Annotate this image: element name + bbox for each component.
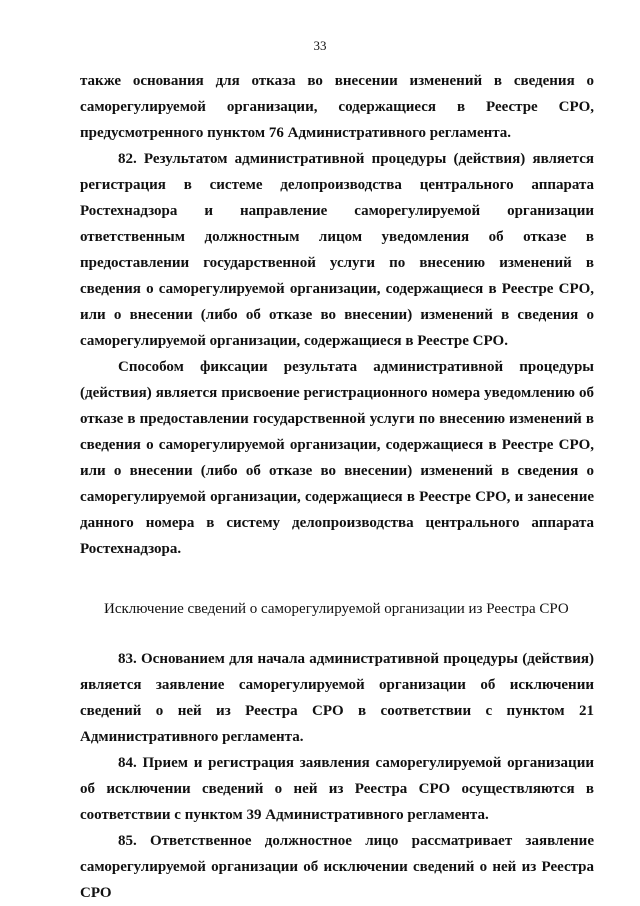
- page-number: 33: [313, 38, 327, 53]
- document-body: [80, 68, 594, 906]
- paragraph-fixation-method: Способом фиксации результата административной процедуры (действия) является присвоение регистрационного номера уведомлению об отказе в предоставлении государственной услуги по внесению изменений в сведения о саморегулируемой организации, содержащиеся в Реестре СРО, или о внесении (либо об отказе во внесении) изменений в сведения о саморегулируемой организации, содержащиеся в Реестре СРО, и занесение данного номера в систему делопроизводства центрального аппарата Ростехнадзора.: [80, 359, 594, 557]
- paragraph-85: 85. Ответственное должностное лицо рассматривает заявление саморегулируемой организации об исключении сведений о ней из Реестра СРО: [80, 833, 594, 901]
- paragraph-82: 82. Результатом административной процедуры (действия) является регистрация в системе делопроизводства центрального аппарата Ростехнадзора и направление саморегулируемой организации ответственным должностным лицом уведомления об отказе в предоставлении государственной услуги по внесению изменений в сведения о саморегулируемой организации, содержащиеся в Реестре СРО, или о внесении (либо об отказе во внесении) изменений в сведения о саморегулируемой организации, содержащиеся в Реестре СРО.: [80, 151, 594, 349]
- paragraph-84: 84. Прием и регистрация заявления саморегулируемой организации об исключении сведений о ней из Реестра СРО осуществляются в соответствии с пунктом 39 Административного регламента.: [80, 755, 594, 823]
- paragraph-continuation: также основания для отказа во внесении изменений в сведения о саморегулируемой организации, содержащиеся в Реестре СРО, предусмотренного пунктом 76 Административного регламента.: [80, 73, 594, 141]
- section-heading: Исключение сведений о саморегулируемой организации из Реестра СРО: [104, 601, 569, 617]
- paragraph-83: 83. Основанием для начала административной процедуры (действия) является заявление саморегулируемой организации об исключении сведений о ней из Реестра СРО в соответствии с пунктом 21 Административного регламента.: [80, 651, 594, 745]
